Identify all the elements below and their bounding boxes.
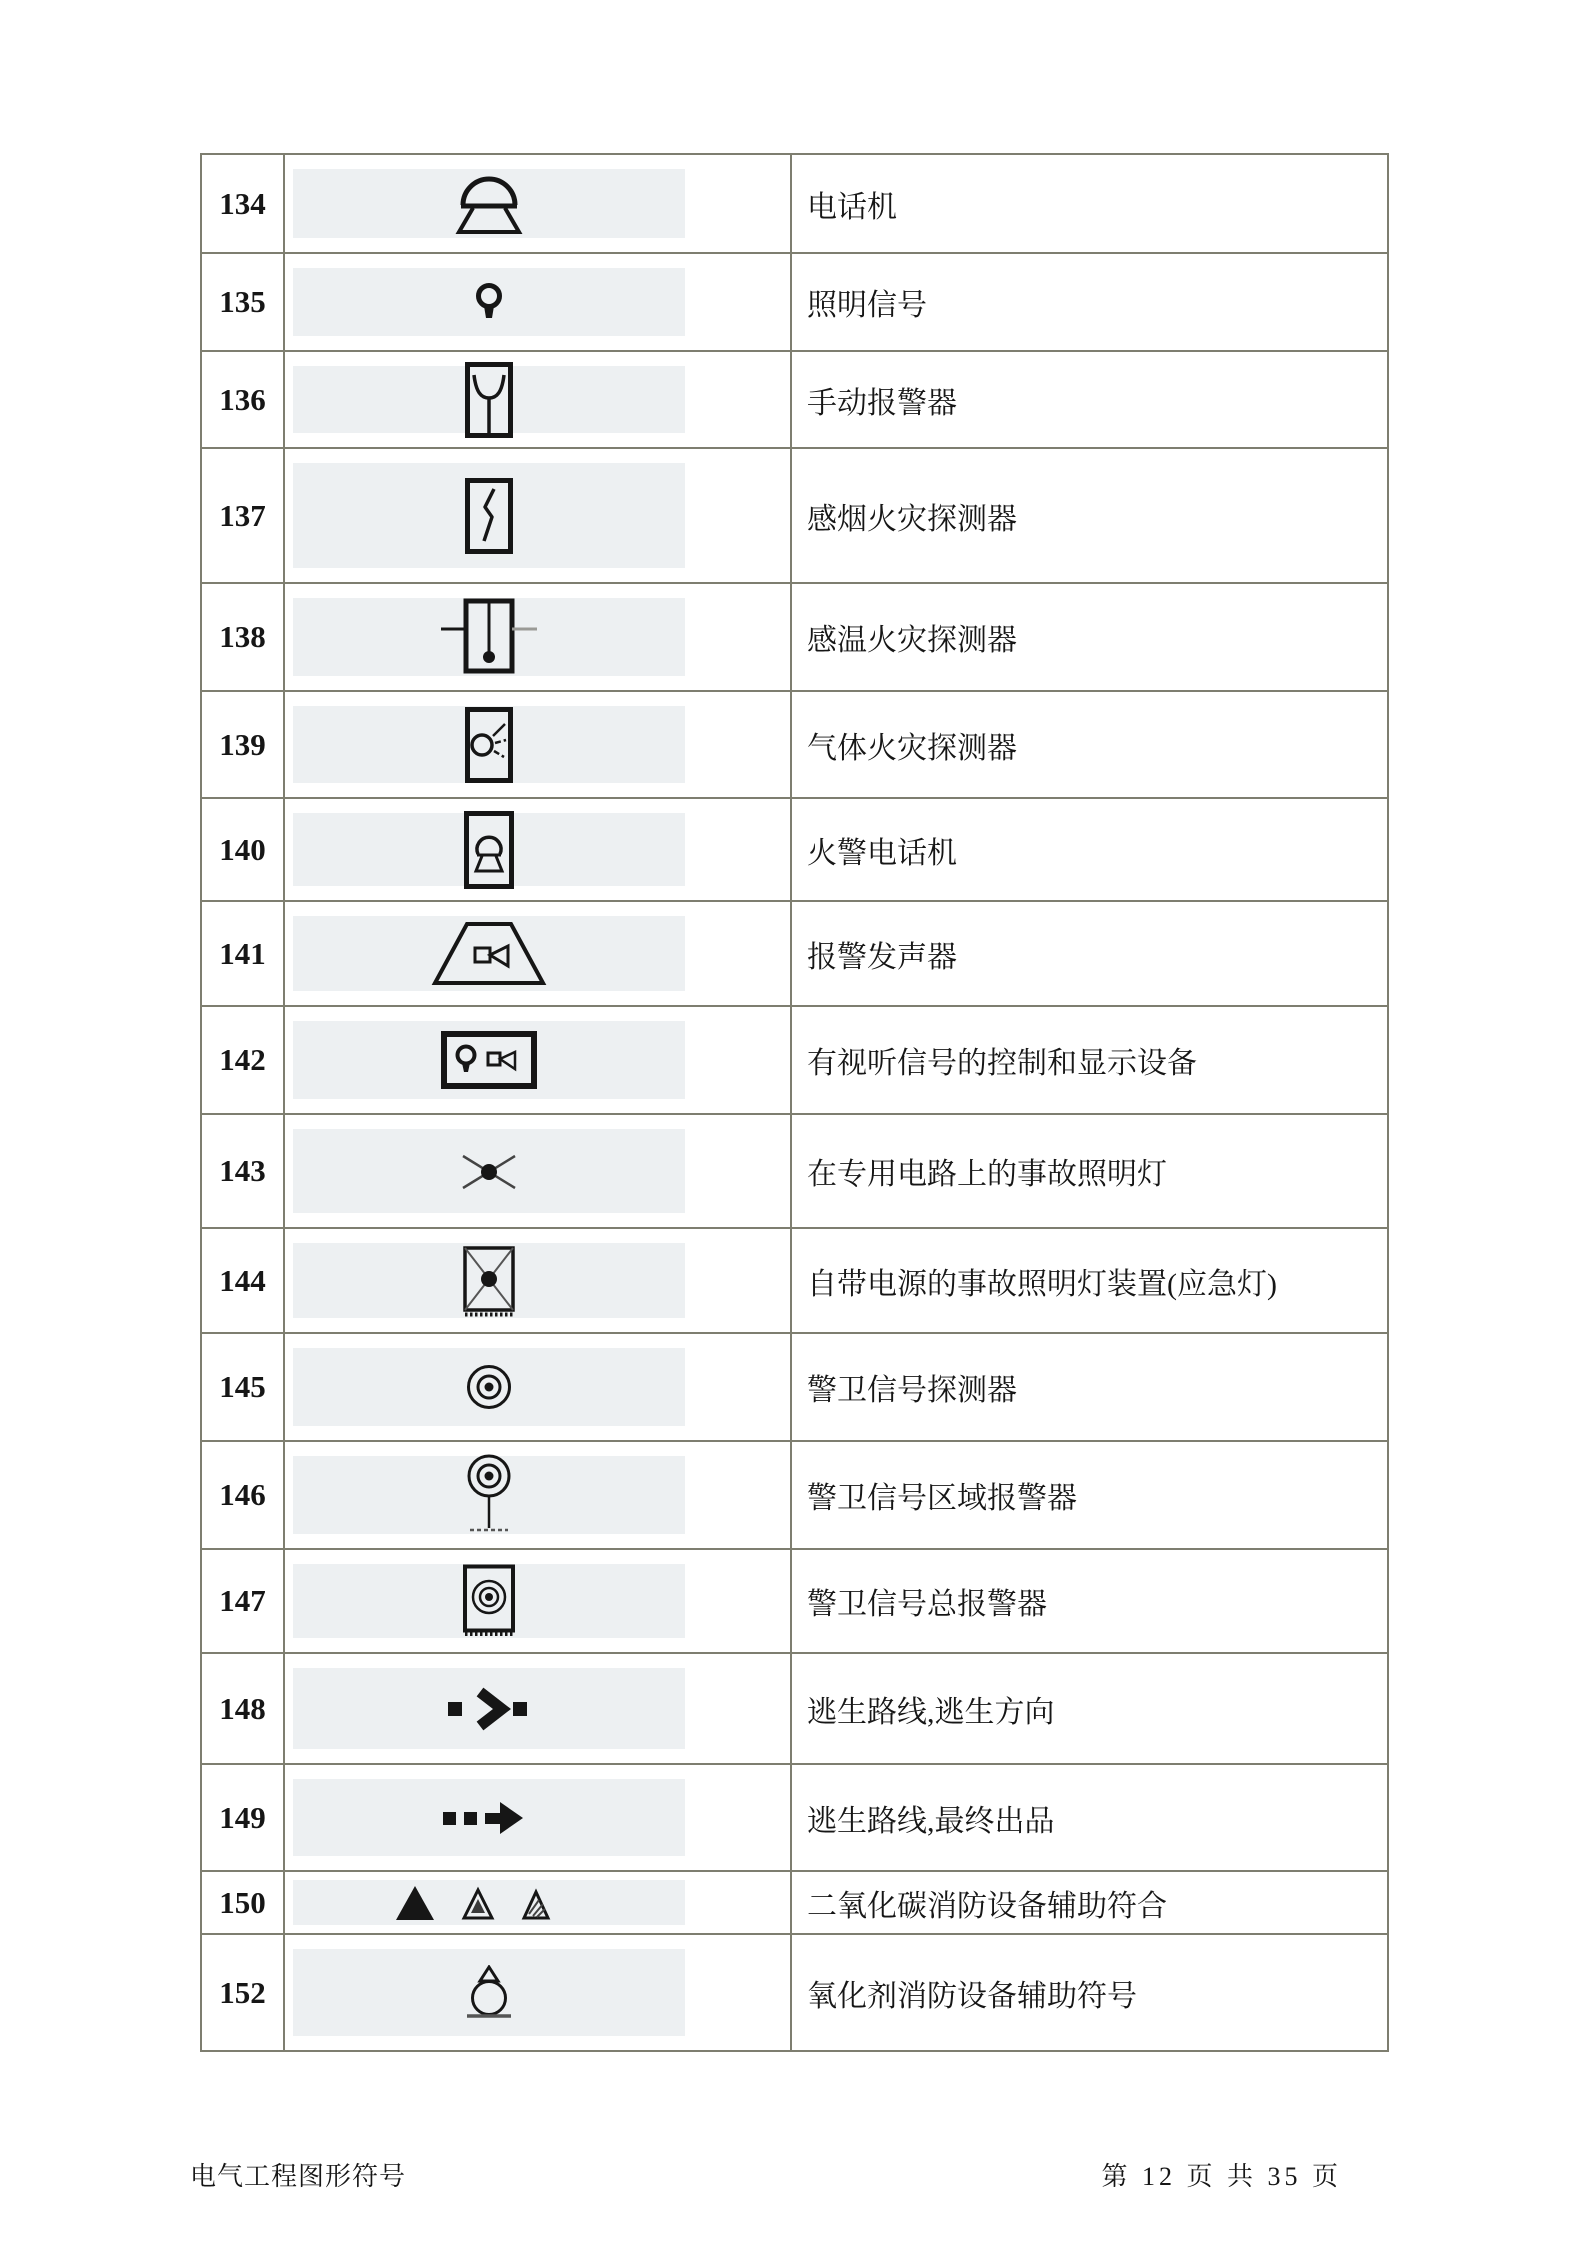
table-row-135 <box>202 254 1387 352</box>
row-number: 152 <box>202 1935 285 2050</box>
table-row-147 <box>202 1550 1387 1654</box>
row-description: 气体火灾探测器 <box>807 731 1017 765</box>
row-description: 火警电话机 <box>807 836 957 870</box>
table-row-152 <box>202 1935 1387 2050</box>
oxidizer-fire-equipment-auxiliary-icon <box>463 1965 515 2021</box>
table-row-134 <box>202 155 1387 254</box>
row-description: 警卫信号总报警器 <box>807 1588 1047 1621</box>
row-number: 136 <box>202 352 285 447</box>
symbol-box <box>293 1129 685 1213</box>
row-description: 警卫信号探测器 <box>807 1374 1017 1407</box>
audio-visual-signal-control-display-icon <box>441 1031 537 1089</box>
row-number: 147 <box>202 1550 285 1652</box>
table-row-136 <box>202 352 1387 449</box>
row-description: 报警发声器 <box>807 940 957 974</box>
row-description: 照明信号 <box>807 289 927 322</box>
footer-document-title: 电气工程图形符号 <box>190 2162 407 2191</box>
table-row-141 <box>202 902 1387 1007</box>
table-row-150 <box>202 1872 1387 1935</box>
gas-fire-detector-icon <box>465 707 513 783</box>
symbol-box <box>293 268 685 336</box>
table-row-138 <box>202 584 1387 692</box>
row-number: 140 <box>202 799 285 900</box>
row-number: 145 <box>202 1334 285 1440</box>
symbol-box <box>293 1456 685 1534</box>
table-row-139 <box>202 692 1387 799</box>
row-description: 逃生路线,最终出品 <box>807 1804 1055 1838</box>
symbol-box <box>293 916 685 991</box>
row-description: 有视听信号的控制和显示设备 <box>807 1047 1197 1080</box>
row-number: 148 <box>202 1654 285 1763</box>
row-number: 135 <box>202 254 285 350</box>
row-number: 143 <box>202 1115 285 1227</box>
heat-fire-detector-icon <box>441 598 537 676</box>
telephone-icon <box>441 172 537 236</box>
symbol-box <box>293 1243 685 1318</box>
escape-route-final-exit-icon <box>443 1796 535 1840</box>
symbol-box <box>293 813 685 886</box>
self-powered-emergency-light-icon <box>462 1245 516 1317</box>
table-row-137 <box>202 449 1387 584</box>
symbol-box <box>293 1880 685 1925</box>
row-number: 134 <box>202 155 285 252</box>
row-number: 141 <box>202 902 285 1005</box>
symbol-box <box>293 1348 685 1426</box>
row-number: 150 <box>202 1872 285 1933</box>
symbol-box <box>293 169 685 238</box>
table-row-148 <box>202 1654 1387 1765</box>
symbol-box <box>293 1779 685 1856</box>
row-description: 氧化剂消防设备辅助符号 <box>807 1979 1137 2013</box>
symbol-box <box>293 463 685 568</box>
symbol-box <box>293 598 685 676</box>
guard-signal-detector-icon <box>465 1363 513 1411</box>
row-description: 感温火灾探测器 <box>807 624 1017 657</box>
row-description: 电话机 <box>807 190 897 224</box>
table-row-142 <box>202 1007 1387 1115</box>
table-row-140 <box>202 799 1387 902</box>
symbol-box <box>293 1949 685 2036</box>
symbol-box <box>293 1564 685 1638</box>
symbol-box <box>293 706 685 783</box>
row-number: 149 <box>202 1765 285 1870</box>
table-row-143 <box>202 1115 1387 1229</box>
row-description: 感烟火灾探测器 <box>807 502 1017 536</box>
manual-alarm-icon <box>465 362 513 438</box>
row-description: 警卫信号区域报警器 <box>807 1482 1077 1515</box>
row-number: 137 <box>202 449 285 582</box>
row-description: 逃生路线,逃生方向 <box>807 1695 1055 1729</box>
row-number: 142 <box>202 1007 285 1113</box>
lighting-signal-icon <box>474 282 504 322</box>
co2-fire-equipment-auxiliary-icon <box>394 1883 584 1923</box>
symbol-table <box>200 153 1389 2052</box>
row-number: 138 <box>202 584 285 690</box>
row-number: 144 <box>202 1229 285 1332</box>
row-description: 在专用电路上的事故照明灯 <box>807 1158 1167 1191</box>
row-description: 手动报警器 <box>807 386 957 420</box>
table-row-144 <box>202 1229 1387 1334</box>
table-row-145 <box>202 1334 1387 1442</box>
guard-signal-main-alarm-icon <box>461 1564 517 1638</box>
row-description: 二氧化碳消防设备辅助符合 <box>807 1889 1167 1923</box>
emergency-light-dedicated-circuit-icon <box>459 1143 519 1199</box>
row-number: 146 <box>202 1442 285 1548</box>
smoke-fire-detector-icon <box>465 478 513 554</box>
row-number: 139 <box>202 692 285 797</box>
symbol-box <box>293 1021 685 1099</box>
guard-signal-zone-alarm-icon <box>465 1454 513 1536</box>
escape-route-direction-icon <box>447 1687 531 1731</box>
symbol-box <box>293 1668 685 1749</box>
row-description: 自带电源的事故照明灯装置(应急灯) <box>807 1267 1277 1301</box>
table-row-146 <box>202 1442 1387 1550</box>
footer-page-number: 第 12 页 共 35 页 <box>1101 2162 1342 2191</box>
symbol-box <box>293 366 685 433</box>
fire-alarm-telephone-icon <box>464 811 514 889</box>
table-row-149 <box>202 1765 1387 1872</box>
alarm-sounder-icon <box>431 921 547 987</box>
